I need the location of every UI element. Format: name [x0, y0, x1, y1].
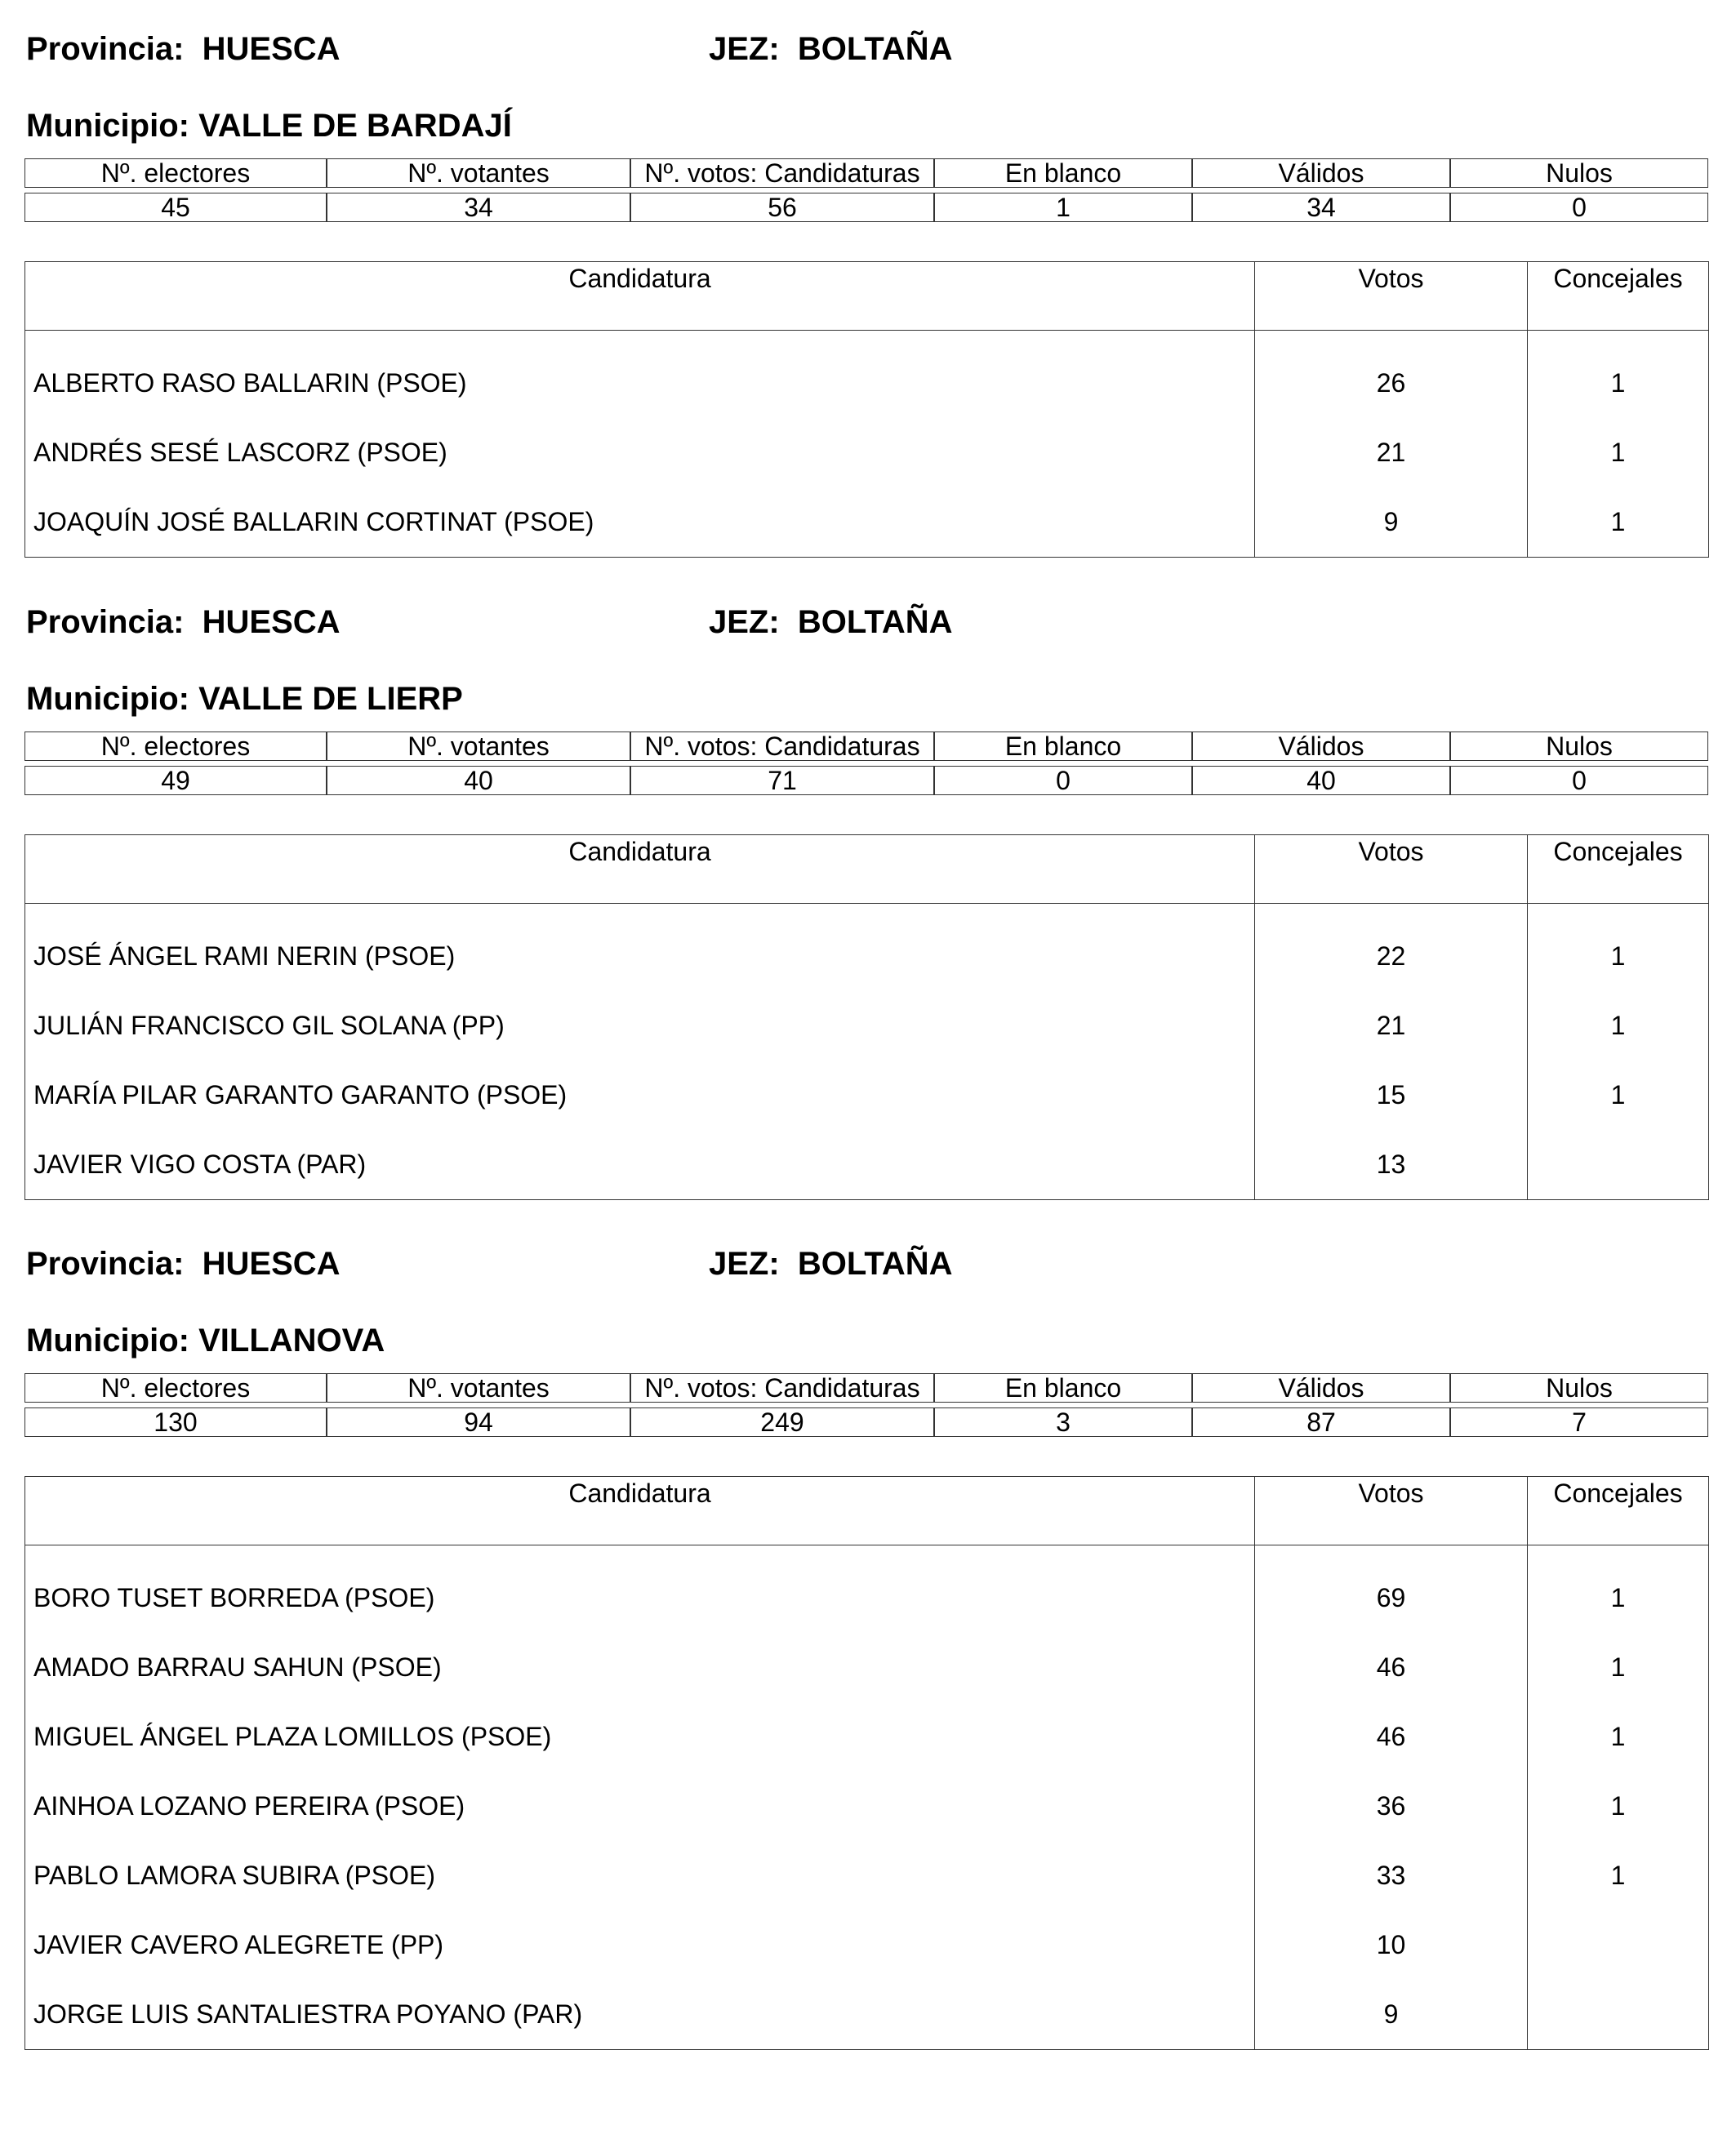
summary-value-cell: 130	[24, 1407, 327, 1437]
candidates-header-row	[25, 1477, 1709, 1545]
provincia-value: HUESCA	[202, 604, 341, 640]
candidate-concejales: 1	[1528, 1061, 1709, 1130]
candidate-name: MIGUEL ÁNGEL PLAZA LOMILLOS (PSOE)	[33, 1722, 552, 1751]
candidate-name: AINHOA LOZANO PEREIRA (PSOE)	[33, 1791, 465, 1821]
summary-value-cell: 45	[24, 193, 327, 222]
candidate-votos: 46	[1255, 1702, 1528, 1772]
summary-header-cell: Nº. votantes	[327, 158, 630, 188]
candidate-name: AMADO BARRAU SAHUN (PSOE)	[33, 1652, 442, 1682]
candidate-row	[25, 418, 1709, 487]
candidate-name: JULIÁN FRANCISCO GIL SOLANA (PP)	[33, 1011, 505, 1040]
candidate-concejales: 1	[1528, 1702, 1709, 1772]
provincia-label: Provincia:	[26, 1246, 185, 1282]
candidates-header-row	[25, 262, 1709, 331]
municipio-line	[26, 679, 463, 718]
candidates-header-cell: Votos	[1255, 1477, 1528, 1545]
summary-table	[24, 732, 1708, 795]
municipio-line	[26, 1321, 385, 1360]
candidates-header-cell: Votos	[1255, 835, 1528, 904]
candidate-votos: 9	[1255, 487, 1528, 558]
candidate-name: JORGE LUIS SANTALIESTRA POYANO (PAR)	[33, 1999, 583, 2029]
candidate-row	[25, 1563, 1709, 1633]
summary-header-cell: Válidos	[1192, 158, 1450, 188]
summary-header-row	[24, 1373, 1708, 1403]
candidate-concejales: 1	[1528, 991, 1709, 1061]
candidate-name: JOSÉ ÁNGEL RAMI NERIN (PSOE)	[33, 941, 456, 971]
municipio-value: VILLANOVA	[198, 1323, 385, 1359]
summary-header-row	[24, 158, 1708, 188]
summary-table	[24, 158, 1708, 222]
candidate-votos: 9	[1255, 1980, 1528, 2050]
provincia-line	[26, 1244, 953, 1283]
candidate-row	[25, 1980, 1709, 2050]
jez-label: JEZ:	[709, 1246, 780, 1282]
candidate-row	[25, 1130, 1709, 1200]
summary-header-cell: Nº. votantes	[327, 732, 630, 761]
summary-value-cell: 249	[630, 1407, 934, 1437]
municipio-label: Municipio:	[26, 681, 189, 717]
candidate-concejales: 1	[1528, 487, 1709, 558]
candidate-votos: 26	[1255, 349, 1528, 418]
summary-value-cell: 34	[327, 193, 630, 222]
candidate-votos: 46	[1255, 1633, 1528, 1702]
provincia-value: HUESCA	[202, 1246, 341, 1282]
municipio-line	[26, 106, 512, 145]
candidates-header-cell: Concejales	[1528, 1477, 1709, 1545]
candidates-table	[24, 834, 1709, 1200]
candidate-row	[25, 1841, 1709, 1910]
candidate-name: ANDRÉS SESÉ LASCORZ (PSOE)	[33, 438, 447, 467]
jez-group	[709, 603, 953, 642]
candidate-votos: 33	[1255, 1841, 1528, 1910]
summary-header-cell: Nº. votos: Candidaturas	[630, 732, 934, 761]
candidate-votos: 36	[1255, 1772, 1528, 1841]
jez-group	[709, 29, 953, 69]
candidate-votos: 13	[1255, 1130, 1528, 1200]
candidate-row	[25, 1633, 1709, 1702]
summary-header-cell: Nº. votantes	[327, 1373, 630, 1403]
candidate-votos: 15	[1255, 1061, 1528, 1130]
municipio-label: Municipio:	[26, 108, 189, 144]
candidate-concejales: 1	[1528, 1772, 1709, 1841]
summary-value-cell: 94	[327, 1407, 630, 1437]
provincia-value: HUESCA	[202, 31, 341, 67]
municipio-label: Municipio:	[26, 1323, 189, 1359]
jez-label: JEZ:	[709, 604, 780, 640]
candidate-votos: 69	[1255, 1563, 1528, 1633]
summary-header-cell: Nulos	[1450, 1373, 1708, 1403]
candidate-name: PABLO LAMORA SUBIRA (PSOE)	[33, 1861, 435, 1890]
candidates-header-row	[25, 835, 1709, 904]
summary-value-cell: 40	[1192, 766, 1450, 795]
candidate-row	[25, 487, 1709, 558]
candidate-row	[25, 1910, 1709, 1980]
summary-header-cell: Nulos	[1450, 732, 1708, 761]
summary-value-cell: 34	[1192, 193, 1450, 222]
provincia-label: Provincia:	[26, 604, 185, 640]
candidate-row	[25, 1061, 1709, 1130]
summary-value-cell: 87	[1192, 1407, 1450, 1437]
summary-value-cell: 1	[934, 193, 1192, 222]
candidate-row	[25, 349, 1709, 418]
summary-value-row	[24, 193, 1708, 222]
summary-value-cell: 0	[934, 766, 1192, 795]
candidate-concejales: 1	[1528, 349, 1709, 418]
candidate-row	[25, 922, 1709, 991]
candidate-concejales	[1528, 1130, 1709, 1200]
summary-value-cell: 0	[1450, 766, 1708, 795]
summary-value-cell: 3	[934, 1407, 1192, 1437]
summary-value-row	[24, 766, 1708, 795]
summary-header-cell: Nº. votos: Candidaturas	[630, 1373, 934, 1403]
candidate-name: BORO TUSET BORREDA (PSOE)	[33, 1583, 435, 1612]
candidates-header-cell: Concejales	[1528, 835, 1709, 904]
jez-value: BOLTAÑA	[797, 604, 953, 640]
candidate-name: JOAQUÍN JOSÉ BALLARIN CORTINAT (PSOE)	[33, 507, 594, 536]
candidate-concejales: 1	[1528, 1633, 1709, 1702]
summary-value-cell: 7	[1450, 1407, 1708, 1437]
jez-value: BOLTAÑA	[797, 31, 953, 67]
municipio-value: VALLE DE BARDAJÍ	[198, 108, 512, 144]
summary-value-row	[24, 1407, 1708, 1437]
summary-value-cell: 0	[1450, 193, 1708, 222]
summary-header-row	[24, 732, 1708, 761]
candidate-votos: 21	[1255, 991, 1528, 1061]
candidate-concejales	[1528, 1980, 1709, 2050]
jez-label: JEZ:	[709, 31, 780, 67]
provincia-line	[26, 603, 953, 642]
summary-value-cell: 40	[327, 766, 630, 795]
candidates-header-cell: Concejales	[1528, 262, 1709, 331]
summary-header-cell: En blanco	[934, 732, 1192, 761]
candidate-votos: 21	[1255, 418, 1528, 487]
candidate-row	[25, 1702, 1709, 1772]
summary-header-cell: Nº. votos: Candidaturas	[630, 158, 934, 188]
candidate-concejales: 1	[1528, 418, 1709, 487]
candidate-concejales	[1528, 1910, 1709, 1980]
municipio-value: VALLE DE LIERP	[198, 681, 463, 717]
candidate-row	[25, 991, 1709, 1061]
candidate-concejales: 1	[1528, 1563, 1709, 1633]
candidates-header-cell: Candidatura	[25, 835, 1255, 904]
candidate-name: MARÍA PILAR GARANTO GARANTO (PSOE)	[33, 1080, 568, 1110]
summary-header-cell: Válidos	[1192, 732, 1450, 761]
candidates-header-cell: Candidatura	[25, 262, 1255, 331]
summary-header-cell: Nº. electores	[24, 158, 327, 188]
summary-header-cell: Nulos	[1450, 158, 1708, 188]
summary-value-cell: 56	[630, 193, 934, 222]
summary-header-cell: En blanco	[934, 1373, 1192, 1403]
candidate-row	[25, 1772, 1709, 1841]
summary-header-cell: Nº. electores	[24, 732, 327, 761]
candidate-concejales: 1	[1528, 922, 1709, 991]
candidate-concejales: 1	[1528, 1841, 1709, 1910]
summary-header-cell: Nº. electores	[24, 1373, 327, 1403]
candidate-name: JAVIER VIGO COSTA (PAR)	[33, 1150, 367, 1179]
summary-value-cell: 49	[24, 766, 327, 795]
jez-group	[709, 1244, 953, 1283]
candidate-votos: 10	[1255, 1910, 1528, 1980]
provincia-label: Provincia:	[26, 31, 185, 67]
candidate-name: JAVIER CAVERO ALEGRETE (PP)	[33, 1930, 444, 1959]
summary-table	[24, 1373, 1708, 1437]
candidates-table	[24, 261, 1709, 558]
candidates-header-cell: Candidatura	[25, 1477, 1255, 1545]
summary-header-cell: En blanco	[934, 158, 1192, 188]
jez-value: BOLTAÑA	[797, 1246, 953, 1282]
summary-header-cell: Válidos	[1192, 1373, 1450, 1403]
candidates-header-cell: Votos	[1255, 262, 1528, 331]
summary-value-cell: 71	[630, 766, 934, 795]
candidate-votos: 22	[1255, 922, 1528, 991]
provincia-line	[26, 29, 953, 69]
candidate-name: ALBERTO RASO BALLARIN (PSOE)	[33, 368, 467, 398]
candidates-table	[24, 1476, 1709, 2050]
